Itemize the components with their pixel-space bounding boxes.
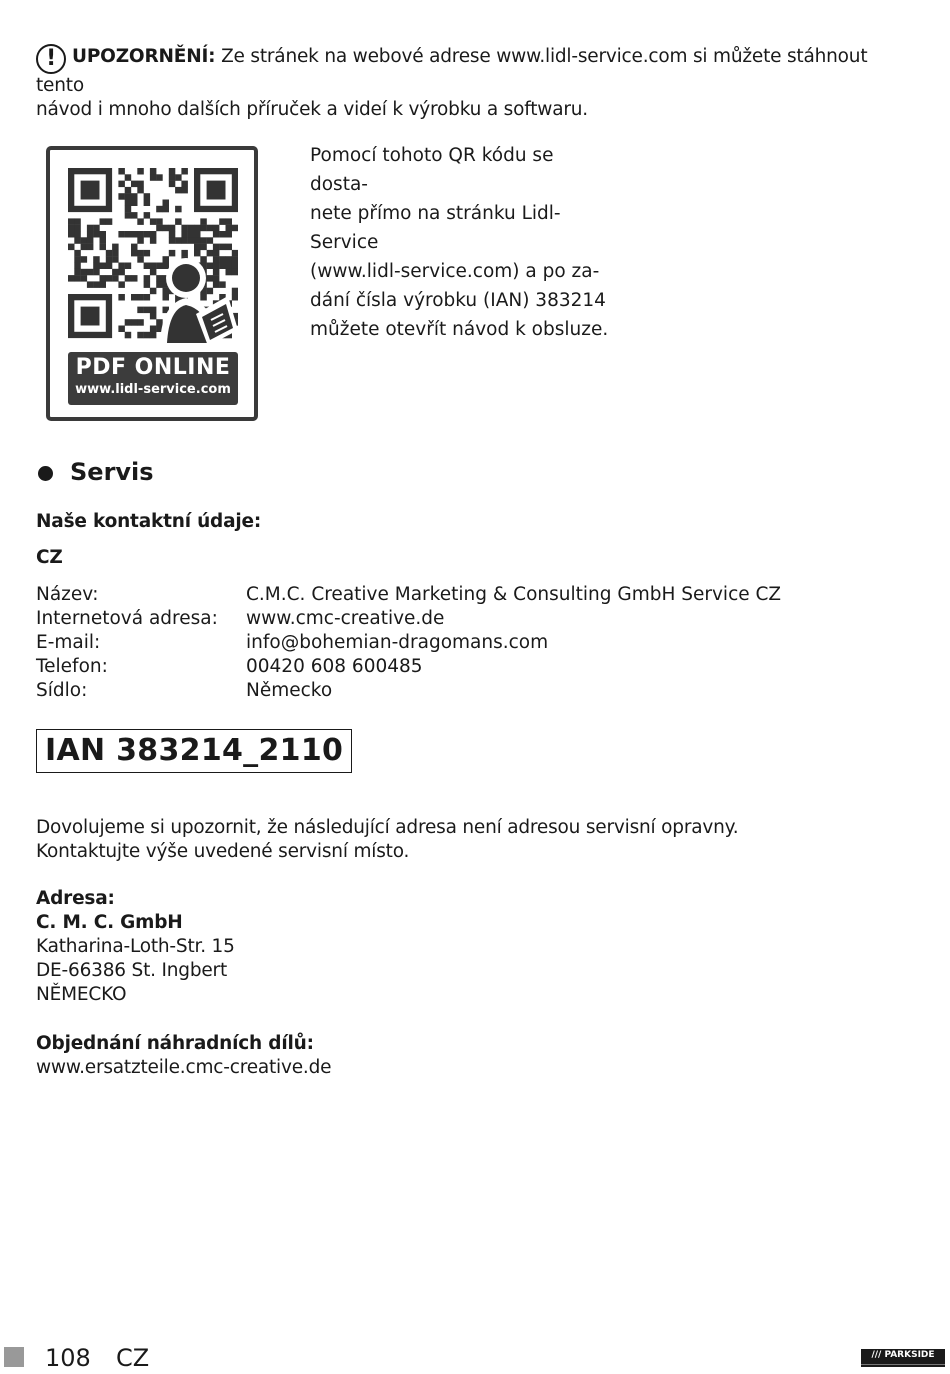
qr-module (232, 288, 238, 295)
qr-module (150, 288, 157, 295)
qr-module (175, 237, 182, 244)
qr-module (100, 263, 107, 270)
qr-module (100, 281, 107, 288)
qr-module (131, 200, 138, 207)
qr-module (200, 218, 207, 225)
qr-module (81, 237, 88, 244)
qr-module (156, 319, 163, 326)
qr-module (81, 181, 100, 200)
qr-module (181, 168, 188, 175)
qr-module (125, 275, 132, 282)
qr-module (112, 275, 119, 282)
spare-parts-heading: Objednání náhradních dílů: (36, 1033, 314, 1054)
qr-module (100, 244, 107, 251)
qr-module (118, 231, 125, 238)
qr-module (150, 218, 157, 225)
qr-module (169, 174, 176, 181)
qr-module (207, 225, 214, 232)
qr-module (118, 326, 125, 333)
address-notice (36, 816, 738, 864)
warning-text: Ze stránek na webové adrese www.lidl-service.com si můžete stáhnout tento (36, 46, 868, 96)
qr-module (81, 256, 88, 263)
qr-module (131, 294, 138, 301)
qr-module (163, 256, 170, 263)
warning-note (36, 44, 916, 122)
qr-module (118, 193, 125, 200)
qr-module (169, 231, 176, 238)
footer-marker (4, 1347, 24, 1367)
qr-module (74, 237, 81, 244)
qr-module (93, 269, 100, 276)
qr-module (169, 168, 176, 175)
qr-module (93, 231, 100, 238)
qr-module (163, 200, 170, 207)
qr-module (118, 263, 125, 270)
qr-module (125, 332, 132, 339)
address-block (36, 887, 235, 1007)
qr-module (137, 181, 144, 188)
qr-module (74, 225, 81, 232)
qr-module (169, 225, 176, 232)
qr-module (219, 263, 226, 270)
warning-text-continued: návod i mnoho dalších příruček a videí k výrobku a softwaru. (36, 99, 588, 120)
qr-module (213, 244, 220, 251)
qr-module (100, 218, 107, 225)
qr-module (207, 250, 214, 257)
contact-label: Sídlo: (36, 680, 88, 701)
qr-module (131, 250, 138, 257)
contact-label: E-mail: (36, 632, 101, 653)
qr-module (81, 307, 100, 326)
qr-module (125, 200, 132, 207)
qr-module (81, 244, 88, 251)
qr-module (106, 263, 113, 270)
qr-module (144, 200, 151, 207)
qr-module (194, 231, 201, 238)
qr-module (150, 237, 157, 244)
page-number: 108 (45, 1344, 91, 1372)
qr-module (188, 225, 195, 232)
qr-module (150, 313, 157, 320)
pdf-online-title: PDF ONLINE (75, 355, 231, 380)
qr-module (144, 231, 151, 238)
qr-module (156, 218, 163, 225)
qr-module (169, 250, 176, 257)
qr-module (131, 231, 138, 238)
qr-module (232, 269, 238, 276)
qr-description (310, 141, 610, 344)
qr-module (74, 231, 81, 238)
qr-module (200, 237, 207, 244)
qr-module (226, 225, 233, 232)
qr-module (181, 187, 188, 194)
qr-module (137, 218, 144, 225)
ian-number-box: IAN 383214_2110 (36, 729, 352, 773)
qr-module (106, 256, 113, 263)
qr-module (137, 237, 144, 244)
qr-module (207, 263, 214, 270)
qr-module (213, 256, 220, 263)
qr-description-line: Pomocí tohoto QR kódu se dosta- (310, 145, 554, 195)
contact-row (36, 631, 781, 655)
qr-module (131, 319, 138, 326)
qr-module (93, 281, 100, 288)
qr-module (163, 288, 170, 295)
qr-module (125, 212, 132, 219)
qr-module (68, 225, 75, 232)
qr-module (232, 225, 238, 232)
contact-heading: Naše kontaktní údaje: (36, 511, 262, 532)
contact-value: C.M.C. Creative Marketing & Consulting GmbH Service CZ (246, 584, 782, 605)
contact-value: info@bohemian-dragomans.com (246, 632, 549, 653)
qr-code-panel (46, 146, 258, 421)
qr-module (207, 288, 214, 295)
contact-label: Internetová adresa: (36, 608, 218, 629)
qr-module (163, 225, 170, 232)
qr-module (87, 231, 94, 238)
section-title: Servis (70, 458, 154, 486)
qr-module (175, 174, 182, 181)
qr-module (213, 281, 220, 288)
qr-module (125, 263, 132, 270)
contact-row (36, 607, 781, 631)
qr-module (68, 244, 75, 251)
qr-module (200, 294, 207, 301)
qr-module (219, 244, 226, 251)
qr-description-line: (www.lidl-service.com) a po za- (310, 261, 600, 282)
contact-value: Německo (246, 680, 333, 701)
qr-module (112, 256, 119, 263)
qr-module (181, 231, 188, 238)
qr-module (118, 294, 125, 301)
address-company: C. M. C. GmbH (36, 912, 183, 933)
qr-module (87, 225, 94, 232)
qr-module (200, 244, 207, 251)
brand-name: /// PARKSIDE (871, 1350, 935, 1360)
notice-line: Kontaktujte výše uvedené servisní místo. (36, 841, 410, 862)
qr-module (68, 275, 75, 282)
qr-module (156, 281, 163, 288)
qr-module (226, 231, 233, 238)
qr-module (131, 181, 138, 188)
qr-module (131, 275, 138, 282)
qr-module (175, 206, 182, 213)
qr-module (125, 206, 132, 213)
qr-module (74, 275, 81, 282)
qr-module (144, 332, 151, 339)
contact-row (36, 583, 781, 607)
qr-module (219, 256, 226, 263)
qr-module (226, 263, 233, 270)
qr-module (144, 250, 151, 257)
qr-module (156, 174, 163, 181)
qr-module (74, 269, 81, 276)
qr-module (81, 275, 88, 282)
qr-module (112, 269, 119, 276)
qr-module (232, 256, 238, 263)
qr-module (74, 250, 81, 257)
qr-module (207, 237, 214, 244)
qr-module (118, 168, 125, 175)
country-heading: CZ (36, 547, 63, 568)
qr-module (194, 237, 201, 244)
address-country: NĚMECKO (36, 984, 127, 1005)
qr-module (188, 237, 195, 244)
qr-description-line: dání čísla výrobku (IAN) 383214 (310, 290, 606, 311)
address-city: DE-66386 St. Ingbert (36, 960, 228, 981)
qr-module (156, 225, 163, 232)
qr-module (112, 250, 119, 257)
qr-module (150, 269, 157, 276)
qr-module (181, 237, 188, 244)
qr-module (144, 193, 151, 200)
page-language: CZ (116, 1344, 150, 1372)
parkside-logo (861, 1349, 945, 1367)
qr-module (137, 168, 144, 175)
qr-module (118, 281, 125, 288)
qr-module (150, 332, 157, 339)
qr-module (232, 250, 238, 257)
qr-module (68, 231, 75, 238)
qr-module (74, 256, 81, 263)
qr-module (93, 263, 100, 270)
qr-module (144, 294, 151, 301)
qr-module (144, 212, 151, 219)
qr-module (131, 244, 138, 251)
qr-module (181, 250, 188, 257)
qr-module (144, 281, 151, 288)
address-heading: Adresa: (36, 888, 115, 909)
qr-module (150, 231, 157, 238)
qr-module (213, 225, 220, 232)
qr-module (131, 212, 138, 219)
contact-row (36, 655, 781, 679)
warning-label: UPOZORNĚNÍ: (72, 46, 216, 67)
address-street: Katharina-Loth-Str. 15 (36, 936, 235, 957)
qr-module (81, 269, 88, 276)
qr-module (226, 218, 233, 225)
qr-description-line: nete přímo na stránku Lidl-Service (310, 203, 561, 253)
qr-module (156, 275, 163, 282)
qr-module (106, 250, 113, 257)
qr-module (144, 275, 151, 282)
qr-module (169, 181, 176, 188)
qr-module (207, 275, 214, 282)
pdf-online-url: www.lidl-service.com (75, 382, 231, 397)
qr-description-line: můžete otevřít návod k obsluze. (310, 319, 609, 340)
qr-module (137, 231, 144, 238)
qr-module (213, 231, 220, 238)
qr-module (87, 269, 94, 276)
qr-module (87, 244, 94, 251)
qr-module (144, 263, 151, 270)
qr-module (169, 237, 176, 244)
qr-module (100, 237, 107, 244)
qr-module (232, 263, 238, 270)
qr-module (100, 275, 107, 282)
qr-module (200, 256, 207, 263)
qr-module (137, 332, 144, 339)
contact-value: 00420 608 600485 (246, 656, 423, 677)
qr-module (207, 181, 226, 200)
spare-parts-block (36, 1032, 331, 1080)
qr-module (131, 193, 138, 200)
qr-module (150, 174, 157, 181)
qr-module (137, 319, 144, 326)
qr-module (213, 263, 220, 270)
qr-module (137, 187, 144, 194)
qr-module (150, 168, 157, 175)
contact-label: Název: (36, 584, 99, 605)
qr-module (181, 181, 188, 188)
qr-module (112, 244, 119, 251)
qr-module (74, 218, 81, 225)
qr-module (93, 225, 100, 232)
spare-parts-url: www.ersatzteile.cmc-creative.de (36, 1057, 332, 1078)
qr-module (125, 174, 132, 181)
qr-module (194, 225, 201, 232)
bullet-icon (38, 466, 53, 481)
contact-row (36, 679, 781, 703)
qr-module (194, 244, 201, 251)
qr-module (100, 231, 107, 238)
qr-module (125, 187, 132, 194)
qr-module (125, 193, 132, 200)
qr-module (137, 294, 144, 301)
qr-code-icon (68, 168, 238, 343)
qr-module (194, 250, 201, 257)
qr-module (163, 206, 170, 213)
exclamation-circle-icon: ! (36, 44, 66, 74)
qr-module (200, 225, 207, 232)
notice-line: Dovolujeme si upozornit, že následující adresa není adresou servisní opravny. (36, 817, 739, 838)
qr-module (219, 281, 226, 288)
contact-label: Telefon: (36, 656, 108, 677)
qr-module (232, 294, 238, 301)
qr-module (150, 326, 157, 333)
qr-module (172, 264, 200, 292)
qr-module (226, 256, 233, 263)
qr-module (175, 218, 182, 225)
qr-module (118, 181, 125, 188)
qr-module (144, 307, 151, 314)
qr-module (137, 307, 144, 314)
qr-module (213, 250, 220, 257)
qr-module (68, 218, 75, 225)
qr-module (181, 225, 188, 232)
qr-module (87, 237, 94, 244)
qr-module (106, 218, 113, 225)
qr-module (213, 269, 220, 276)
qr-module (226, 269, 233, 276)
qr-module (175, 187, 182, 194)
qr-module (163, 263, 170, 270)
qr-module (137, 250, 144, 257)
pdf-online-banner (68, 352, 238, 405)
qr-module (93, 256, 100, 263)
qr-module (118, 269, 125, 276)
qr-module (163, 294, 170, 301)
qr-module (226, 244, 233, 251)
qr-module (188, 231, 195, 238)
qr-module (150, 263, 157, 270)
qr-module (125, 319, 132, 326)
qr-module (106, 275, 113, 282)
qr-module (213, 275, 220, 282)
qr-module (74, 263, 81, 270)
qr-module (125, 231, 132, 238)
qr-module (156, 263, 163, 270)
qr-module (219, 231, 226, 238)
qr-module (137, 256, 144, 263)
qr-module (150, 307, 157, 314)
qr-module (156, 206, 163, 213)
qr-module (87, 281, 94, 288)
contact-table (36, 583, 781, 703)
contact-value: www.cmc-creative.de (246, 608, 445, 629)
qr-module (219, 218, 226, 225)
